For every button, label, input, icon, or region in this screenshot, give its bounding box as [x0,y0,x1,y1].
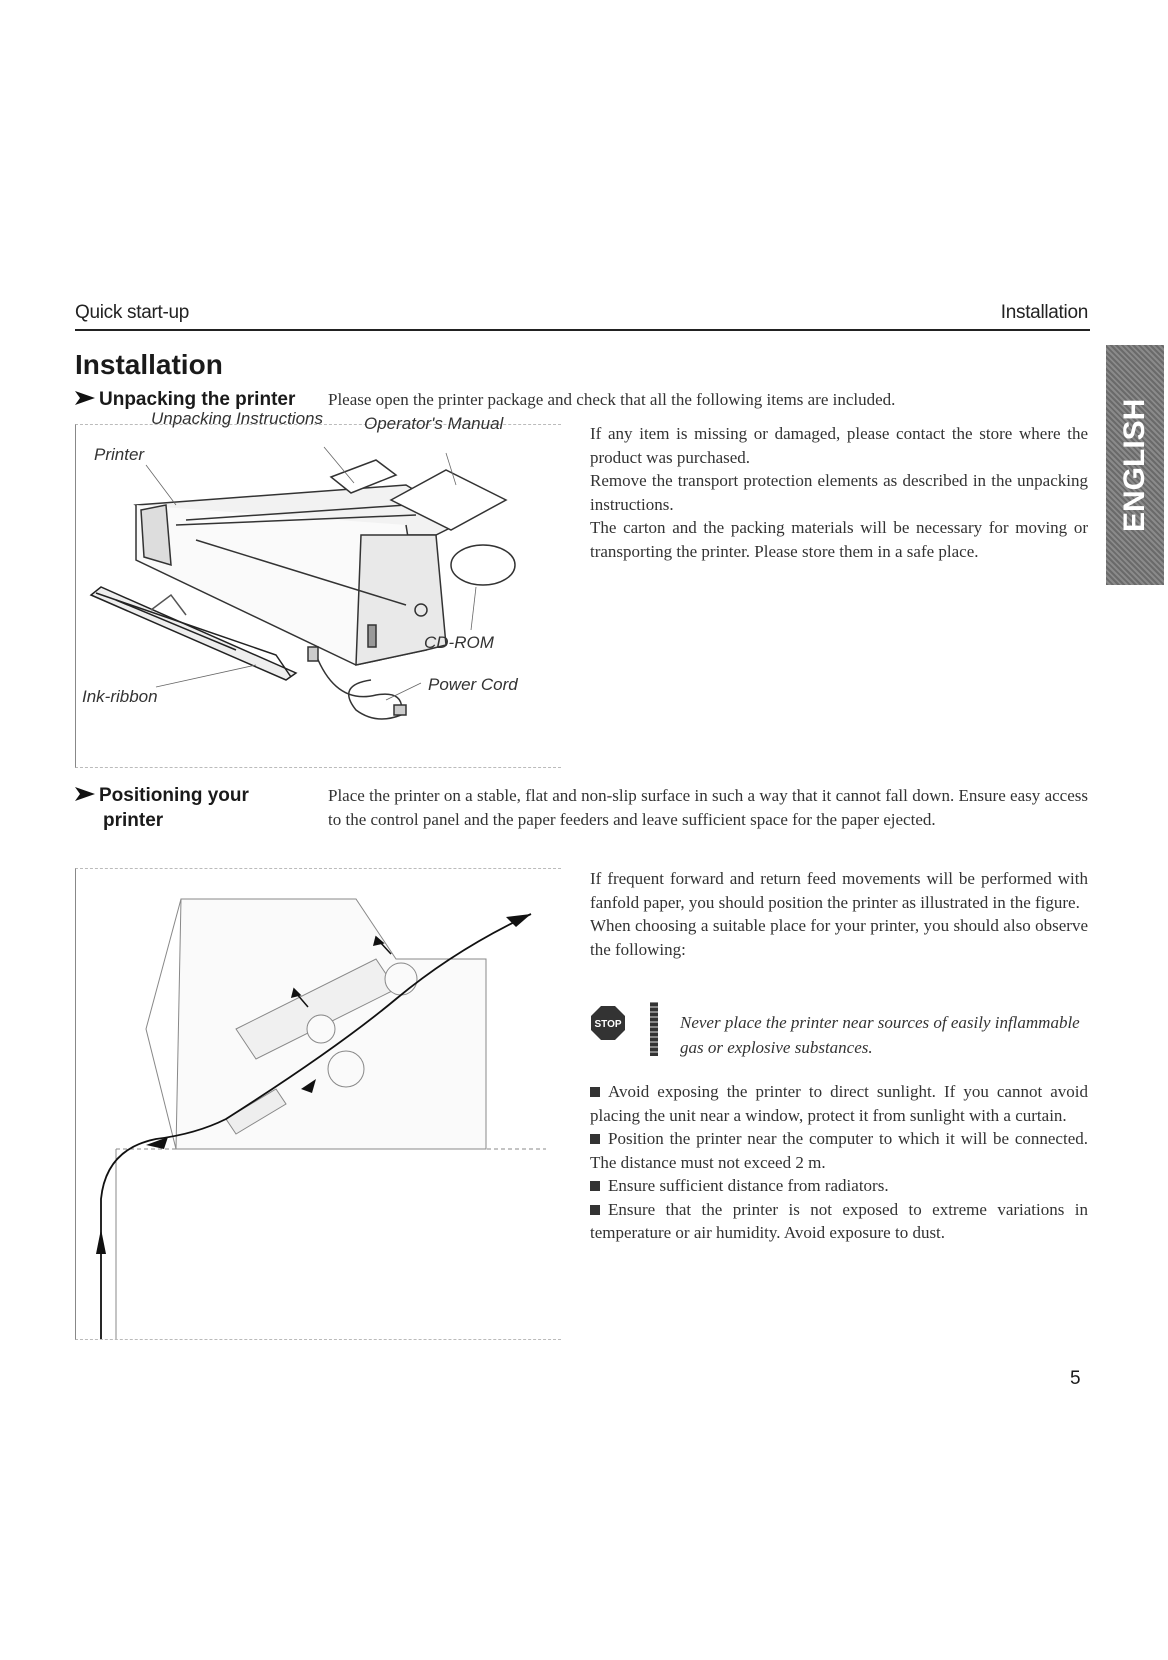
header-rule [75,329,1090,331]
positioning-figure [75,868,561,1340]
list-item: Ensure sufficient distance from radiators. [590,1174,1088,1198]
list-item: Ensure that the printer is not exposed to extreme variations in temperature or air humidity. Avoid exposure to dust. [590,1199,1088,1242]
page-number: 5 [1070,1368,1081,1389]
stop-icon-text: STOP [594,1019,622,1030]
square-bullet-icon [590,1087,600,1097]
positioning-paragraph: If frequent forward and return feed movements will be performed with fanfold paper, you should position the printer as illustrated in the figure. [590,869,1088,912]
list-item: Position the printer near the computer to which it will be connected. The distance must not exceed 2 m. [590,1129,1088,1172]
unpacking-intro: Please open the printer package and check that all the following items are included. [328,390,896,409]
section-heading-positioning [75,783,249,833]
label-unpacking-instructions: Unpacking Instructions [151,409,323,428]
stop-icon [590,1005,626,1041]
label-ink-ribbon: Ink-ribbon [82,687,158,706]
square-bullet-icon [590,1205,600,1215]
label-printer: Printer [94,445,145,464]
running-header-right: Installation [1000,302,1088,323]
unpacking-illustration [76,425,561,767]
arrow-bullet-icon [75,387,99,412]
section-heading-text: printer [103,810,164,831]
warning-bar [650,1002,658,1056]
label-cd-rom: CD-ROM [424,633,494,652]
positioning-bullet-list [590,1080,1088,1245]
label-operators-manual: Operator's Manual [364,414,504,433]
section-heading-text: Positioning your [99,785,249,806]
unpacking-figure [75,409,561,768]
unpacking-text [590,422,1088,563]
positioning-text [590,867,1088,961]
running-header-left: Quick start-up [75,302,190,323]
square-bullet-icon [590,1181,600,1191]
positioning-paragraph: When choosing a suitable place for your printer, you should also observe the following: [590,916,1088,959]
square-bullet-icon [590,1134,600,1144]
list-item: Avoid exposing the printer to direct sunlight. If you cannot avoid placing the unit near a window, protect it from sunlight with a curtain. [590,1082,1088,1125]
section-heading-text: Unpacking the printer [99,389,296,410]
unpacking-paragraph: The carton and the packing materials will be necessary for moving or transporting the printer. Please store them in a safe place. [590,518,1088,561]
fanfold-paper-illustration [76,869,561,1339]
positioning-intro: Place the printer on a stable, flat and non-slip surface in such a way that it cannot fall down. Ensure easy access to the control panel and the paper feeders and leave sufficient space for the paper ejected. [328,786,1088,829]
label-power-cord: Power Cord [428,675,518,694]
language-tab-label: ENGLISH [1118,398,1151,532]
language-side-tab [1106,345,1164,585]
unpacking-paragraph: If any item is missing or damaged, please contact the store where the product was purchased. [590,424,1088,467]
page-title: Installation [75,349,223,380]
unpacking-paragraph: Remove the transport protection elements as described in the unpacking instructions. [590,471,1088,514]
arrow-bullet-icon [75,783,99,808]
warning-text: Never place the printer near sources of easily inflammable gas or explosive substances. [680,1013,1080,1057]
